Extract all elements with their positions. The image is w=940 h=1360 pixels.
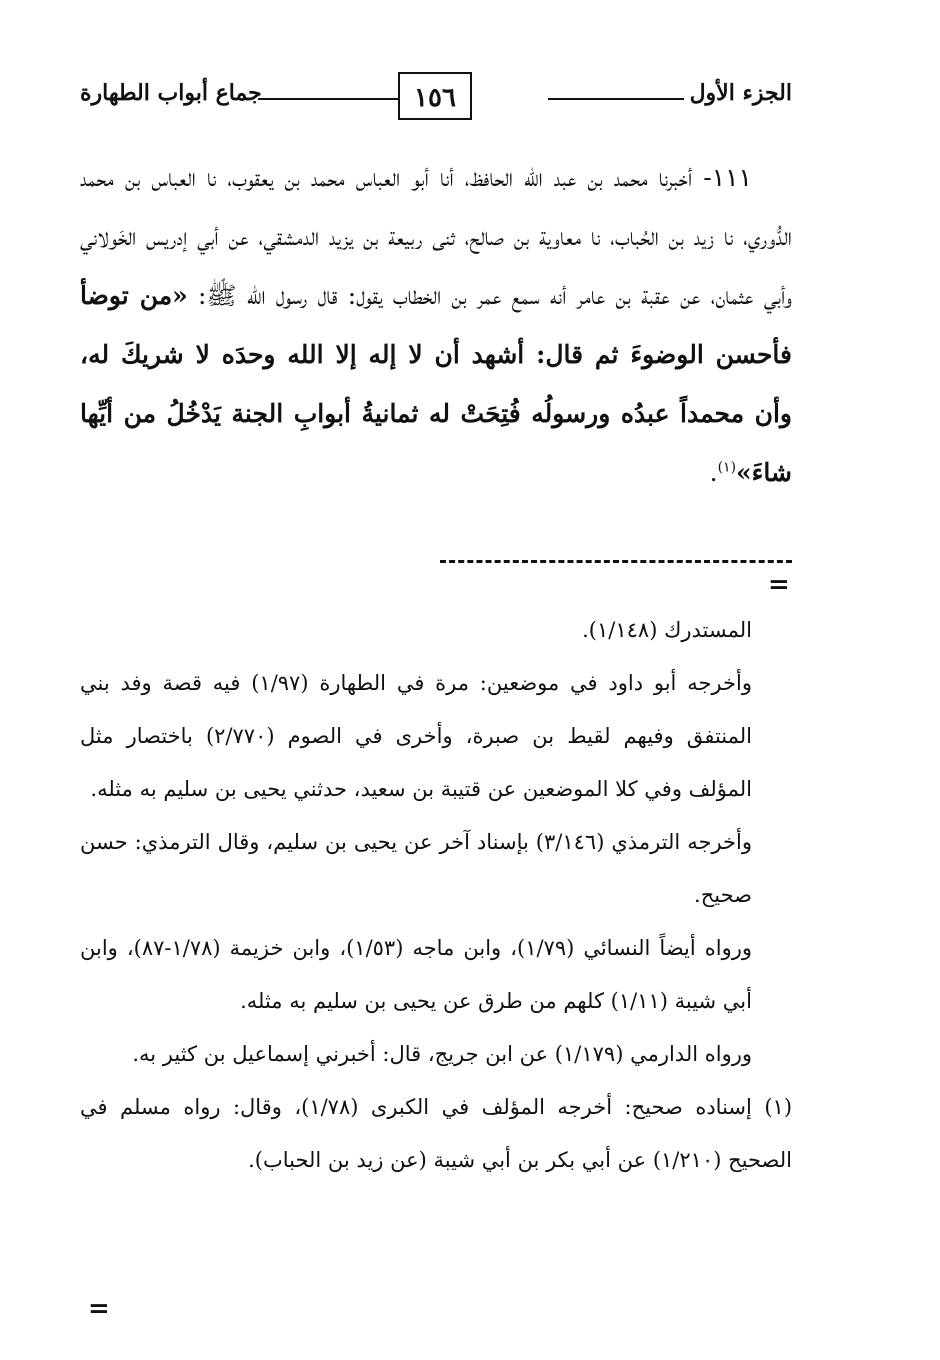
note-paragraph: وأخرجه أبو داود في موضعين: مرة في الطهارة (١/٩٧) فيه قصة وفد بني المنتفق وفيهم لقيط بن صبرة، وأخرى في الصوم (٢/٧٧٠) باختصار مثل المؤلف وفي كلا الموضعين عن قتيبة بن سعيد، حدثني يحيى بن سليم به مثله. bbox=[80, 671, 752, 801]
footnote-reference: (١) bbox=[717, 459, 737, 476]
continuation-mark-bottom: = bbox=[88, 1294, 110, 1324]
hadith-end: . bbox=[709, 458, 718, 487]
hadith-isnad: ١١١- أخبرنا محمد بن عبد الله الحافظ، أنا أبو العباس محمد بن يعقوب، نا العباس بن محمد الدُّوري، نا زيد بن الحُباب، نا معاوية بن صالح، ثنى ربيعة بن يزيد الدمشقي، عن أبي إدريس الخَولاني وأبي عثمان، عن عقبة بن عامر أنه سمع عمر بن الخطاب يقول: قال رسول الله ﷺ: bbox=[80, 163, 792, 310]
footnote-text: إسناده صحيح: أخرجه المؤلف في الكبرى (١/٧٨)، وقال: رواه مسلم في الصحيح (١/٢١٠) عن أبي بكر بن أبي شيبة (عن زيد بن الحباب). bbox=[80, 1095, 792, 1172]
header-rule-right bbox=[548, 98, 684, 100]
note-paragraph: وأخرجه الترمذي (٣/١٤٦) بإسناد آخر عن يحيى بن سليم، وقال الترمذي: حسن صحيح. bbox=[80, 830, 752, 907]
note-paragraph: ورواه الدارمي (١/١٧٩) عن ابن جريج، قال: أخبرني إسماعيل بن كثير به. bbox=[132, 1042, 752, 1066]
hadith-text bbox=[80, 148, 792, 502]
footnote-1 bbox=[80, 1081, 792, 1187]
chapter-title: جماع أبواب الطهارة bbox=[80, 80, 262, 106]
footnote-separator bbox=[440, 560, 792, 563]
note-paragraph: المستدرك (١/١٤٨). bbox=[582, 618, 752, 642]
note-paragraph: ورواه أيضاً النسائي (١/٧٩)، وابن ماجه (١/٥٣)، وابن خزيمة (١/٧٨-٨٧)، وابن أبي شيبة (١/١١) كلهم من طرق عن يحيى بن سليم به مثله. bbox=[80, 936, 753, 1013]
hadith-matn: «من توضأ فأحسن الوضوءَ ثم قال: أشهد أن لا إله إلا الله وحدَه لا شريكَ له، وأن محمداً عبدُه ورسولُه فُتِحَتْ له ثمانيةُ أبوابِ الجنة يَدْخُلُ من أيِّها شاءَ» bbox=[80, 281, 792, 487]
continuation-mark-top: = bbox=[768, 570, 790, 600]
volume-label: الجزء الأول bbox=[689, 80, 792, 106]
hadith-paragraph bbox=[80, 148, 792, 502]
page-number: ١٥٦ bbox=[398, 72, 472, 120]
footnotes bbox=[80, 604, 792, 1187]
page-header bbox=[80, 72, 792, 126]
footnote-marker: (١) bbox=[764, 1095, 793, 1119]
header-rule-left bbox=[258, 98, 398, 100]
